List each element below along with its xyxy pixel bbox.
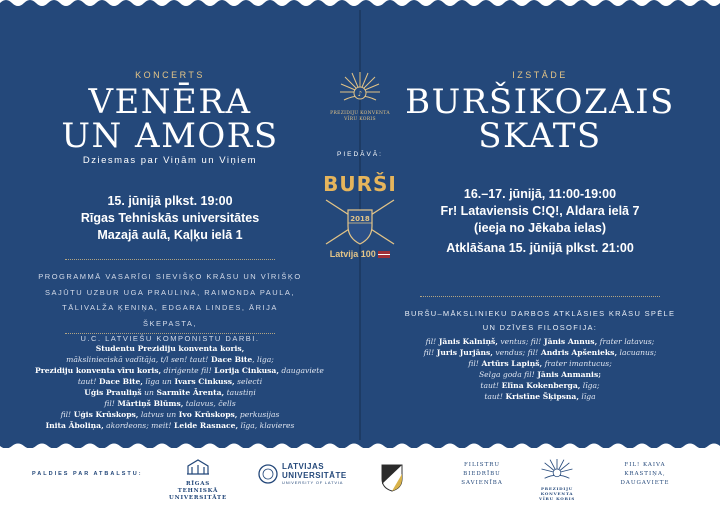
artist-line: fil! Jānis Kalniņš, ventus; fil! Jānis Annus, frater latavus;: [425, 337, 655, 346]
presents-label: PIEDĀVĀ:: [337, 151, 383, 158]
choir-name-2: VĪRU KORIS: [344, 116, 376, 122]
bottom-wavy-edge: [0, 441, 720, 451]
coat-of-arms-shield-icon: [381, 464, 403, 492]
credit-line: Prezidiju konventa vīru koris, diriģente fil! Lorija Cinkusa, daugaviete: [35, 366, 324, 375]
concert-credits: [35, 343, 324, 431]
latvija-100-mark: [318, 249, 402, 259]
artist-line: fil! Artūrs Lapiņš, frater imantucus;: [468, 359, 612, 368]
concert-title-line2: UN AMORS: [61, 116, 279, 156]
lu-name-en: UNIVERSITY OF LATVIA: [282, 480, 344, 485]
concert-date: 15. jūnijā plkst. 19:00: [107, 194, 233, 208]
bursi-logo: [318, 172, 402, 259]
exhibit-caption: [395, 307, 685, 335]
lu-seal-icon: [258, 464, 278, 484]
sponsor-coat-of-arms: [380, 464, 404, 497]
fbs-name-1: FILISTRU: [463, 462, 501, 468]
exhibit-dates: 16.–17. jūnijā, 11:00-19:00: [463, 187, 617, 201]
choir-emblem: [325, 70, 395, 122]
sponsor-person-2: KRASTIŅA,: [624, 471, 666, 477]
artist-line: taut! Kristīne Šķipsna, līga: [484, 392, 596, 401]
sponsor-fbs: [447, 461, 517, 488]
credit-line: mākslinieciskā vadītāja, t/l sen! taut! Dace Bite, liga;: [66, 355, 274, 364]
credit-line: taut! Dace Bite, līga un Ivars Cinkuss, selecti: [77, 377, 263, 386]
sponsor-person-3: DAUGAVIETE: [620, 480, 670, 486]
lu-name-1: LATVIJAS: [282, 462, 325, 471]
exhibit-venue-line1: Fr! Lataviensis C!Q!, Aldara ielā 7: [440, 204, 640, 218]
latvian-flag-icon: [378, 251, 390, 258]
top-wavy-edge: [0, 0, 720, 9]
artist-line: Selga goda fil! Jānis Anmanis;: [478, 370, 602, 379]
choir-sunburst-icon: [540, 457, 574, 481]
bursi-year: 2018: [350, 215, 370, 223]
credit-line: Uģis Prauliņš un Sarmīte Ārenta, taustiņi: [84, 388, 256, 397]
divider-dots: [65, 333, 275, 334]
exhibit-caption-line1: BURŠU–MĀKSLINIEKU DARBOS ATKLĀSIES KRĀSU SPĒLE: [404, 309, 676, 318]
divider-dots: [420, 296, 660, 297]
program-line: PROGRAMMĀ VASARĪGI SIEVIŠĶO KRĀSU UN VĪRIŠĶO: [38, 272, 302, 281]
exhibit-caption-line2: UN DZĪVES FILOSOFIJA:: [482, 323, 598, 332]
artist-line: fil! Juris Jurjāns, vendus; fil! Andris Apšenieks, lacuanus;: [423, 348, 657, 357]
concert-datetime: [35, 193, 305, 244]
program-line: TĀLIVALŽA ĶENIŅA, EDGARA LINDES, ĀRIJA ŠKEPASTA,: [62, 303, 278, 328]
exhibit-kicker: IZSTĀDE: [512, 70, 568, 80]
exhibit-artists: [395, 336, 685, 402]
sponsors-label: PALDIES PAR ATBALSTU:: [32, 471, 143, 477]
concert-subtitle: Dziesmas par Viņām un Viņiem: [82, 155, 258, 166]
credit-line: Inita Āboliņa, akordeons; meit! Leide Rasnace, līga, klavieres: [45, 421, 295, 430]
sponsor-rtu: [168, 458, 228, 502]
exhibit-title-line2: SKATS: [478, 116, 602, 156]
credit-line: fil! Uģis Krūskops, latvus un Ivo Krūskops, perkusijas: [60, 410, 280, 419]
svg-text:♪: ♪: [357, 90, 363, 98]
exhibit-venue-line2: (ieeja no Jēkaba ielas): [473, 221, 606, 235]
concert-venue-line1: Rīgas Tehniskās universitātes: [80, 211, 260, 225]
exhibit-datetime: [395, 186, 685, 257]
sunburst-emblem-icon: [338, 70, 382, 106]
choir-footer-name-1: PREZIDIJU KONVENTA: [540, 486, 574, 496]
exhibit-title: [395, 82, 685, 156]
sponsor-individual: [600, 461, 690, 488]
exhibit-title-line1: BURŠIKOZAIS: [405, 82, 675, 122]
fbs-name-3: SAVIENĪBA: [461, 480, 503, 486]
exhibit-opening: Atklāšana 15. jūnijā plkst. 21:00: [446, 241, 634, 255]
sponsor-lu: [258, 462, 348, 485]
bursi-wordmark: BURŠI: [323, 172, 397, 196]
rtu-name-2: UNIVERSITĀTE: [169, 495, 227, 501]
program-line: U.C. LATVIEŠU KOMPONISTU DARBI.: [80, 334, 260, 343]
lu-name-2: UNIVERSITĀTE: [282, 471, 347, 480]
concert-venue-line2: Mazajā aulā, Kaļķu ielā 1: [97, 228, 243, 242]
concert-title: [35, 82, 305, 156]
concert-title-line1: VENĒRA: [88, 82, 252, 122]
credit-line: Studentu Prezidiju konventa koris,: [95, 344, 245, 353]
credit-line: fil! Mārtiņš Blūms, talavus, čells: [104, 399, 236, 408]
sponsor-choir: [527, 457, 587, 501]
divider-dots: [65, 259, 275, 260]
artist-line: taut! Elīna Kokenberga, līga;: [480, 381, 600, 390]
choir-name-1: PREZIDIJU KONVENTA: [330, 111, 390, 116]
crossed-swords-shield-icon: [318, 196, 402, 248]
concert-program: [35, 269, 305, 347]
fbs-name-2: BIEDRĪBU: [463, 471, 501, 477]
rtu-crest-icon: [186, 458, 210, 476]
program-line: SAJŪTU UZBUR UGA PRAULINA, RAIMONDA PAULA,: [45, 287, 295, 297]
latvija-100-text: Latvija 100: [329, 249, 376, 259]
sponsor-person-1: FIL! KAIVA: [624, 462, 666, 468]
concert-kicker: KONCERTS: [135, 70, 205, 80]
choir-footer-name-2: VĪRU KORIS: [538, 496, 576, 501]
rtu-name-1: RĪGAS TEHNISKĀ: [177, 481, 219, 494]
